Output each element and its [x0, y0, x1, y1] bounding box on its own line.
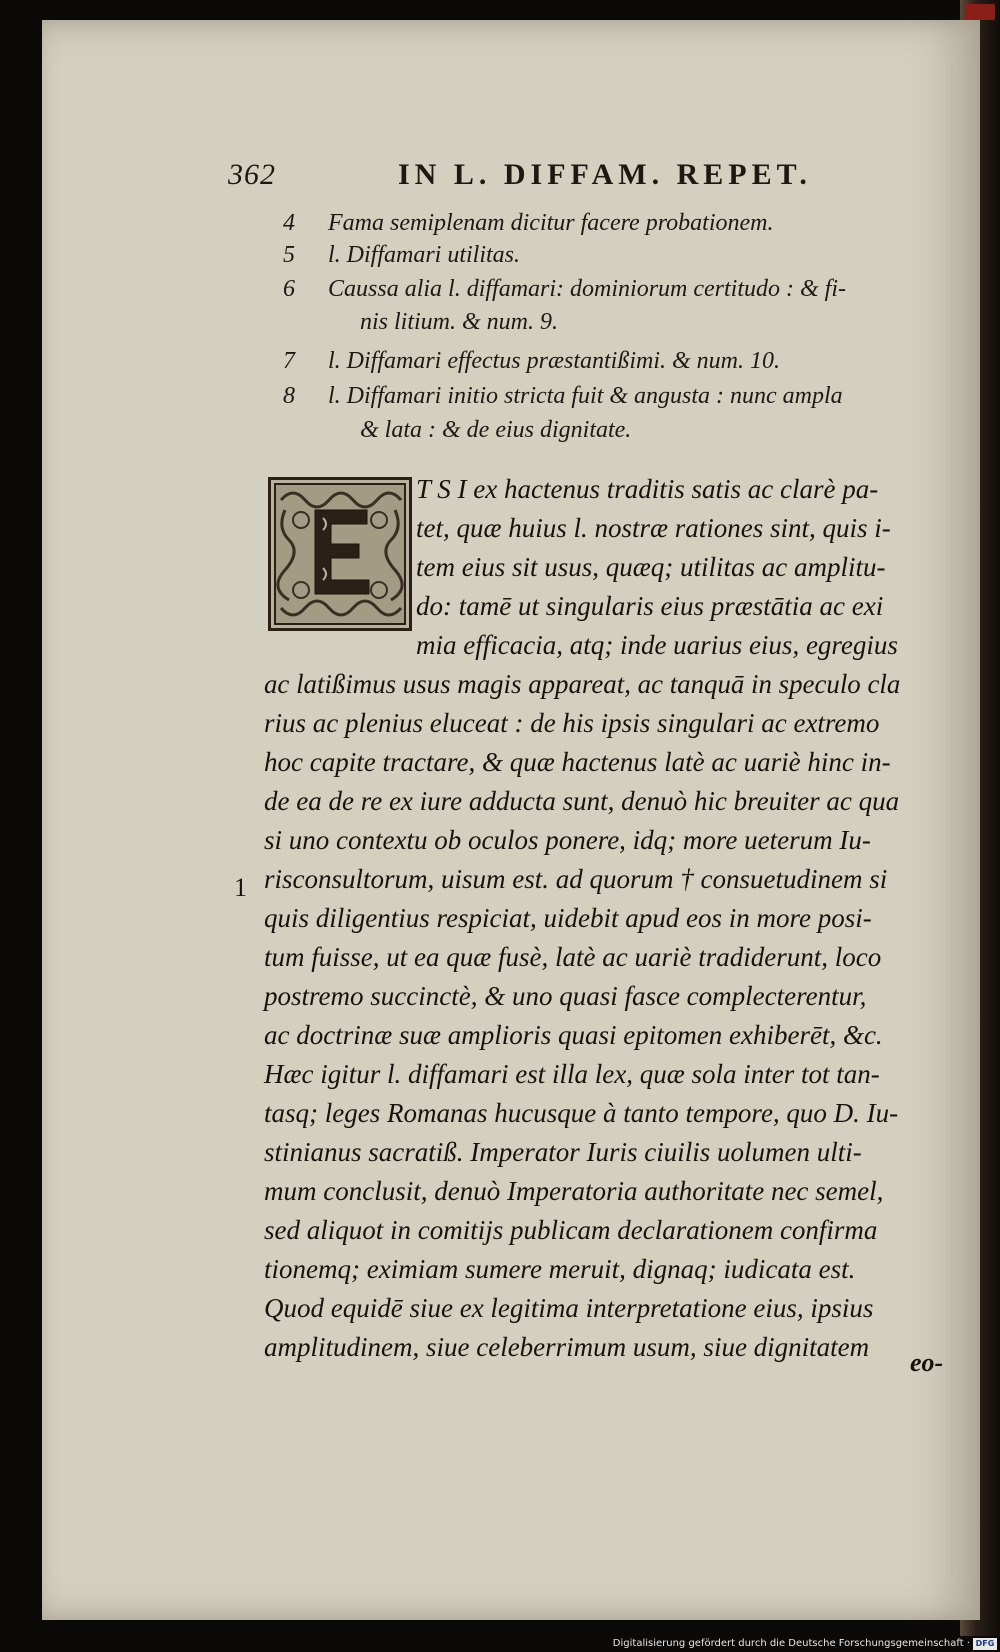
summary-number: 8: [283, 383, 295, 409]
text-line: mia efficacia, atq; inde uarius eius, egregius: [416, 630, 898, 660]
page-number: 362: [228, 158, 276, 191]
summary-number: 5: [283, 242, 295, 268]
text-line: hoc capite tractare, & quæ hactenus latè ac uariè hinc in-: [264, 747, 891, 777]
text-line: tasq; leges Romanas hucusque à tanto tempore, quo D. Iu-: [264, 1098, 899, 1128]
text-line: tem eius sit usus, quæq; utilitas ac amplitu-: [416, 552, 886, 582]
running-head: [0, 158, 1000, 198]
summary-line: l. Diffamari utilitas.: [328, 242, 521, 268]
summary-number: 7: [283, 348, 295, 374]
text-line: postremo succinctè, & uno quasi fasce complecterentur,: [264, 981, 867, 1011]
text-line: quis diligentius respiciat, uidebit apud eos in more posi-: [264, 903, 872, 933]
summary-line: l. Diffamari effectus præstantißimi. & num. 10.: [328, 348, 781, 374]
summary-line: l. Diffamari initio stricta fuit & angusta : nunc ampla: [328, 383, 843, 409]
text-line: si uno contextu ob oculos ponere, idq; more ueterum Iu-: [264, 825, 871, 855]
catchword: eo-: [910, 1348, 944, 1377]
summary-line: nis litium. & num. 9.: [360, 309, 559, 335]
text-line: tet, quæ huius l. nostræ rationes sint, quis i-: [416, 513, 891, 543]
text-line: ac latißimus usus magis appareat, ac tanquā in speculo cla: [264, 669, 901, 699]
text-line: tionemq; eximiam sumere meruit, dignaq; iudicata est.: [264, 1254, 856, 1284]
text-line: do: tamē ut singularis eius præstātia ac exi: [416, 591, 884, 621]
text-line: risconsultorum, uisum est. ad quorum † consuetudinem si: [264, 864, 888, 894]
dfg-logo: DFG: [973, 1638, 997, 1650]
summary-number: 4: [283, 210, 295, 236]
text-line: ac doctrinæ suæ amplioris quasi epitomen exhiberēt, &c.: [264, 1020, 883, 1050]
decorated-initial-e-image: [271, 480, 409, 628]
digitization-credit: Digitalisierung gefördert durch die Deutsche Forschungsgemeinschaft ·: [612, 1638, 970, 1649]
text-line: mum conclusit, denuò Imperatoria authoritate nec semel,: [264, 1176, 884, 1206]
text-line: rius ac plenius eluceat : de his ipsis singulari ac extremo: [264, 708, 880, 738]
text-line: de ea de re ex iure adducta sunt, denuò hic breuiter ac qua: [264, 786, 900, 816]
text-line: stinianus sacratiß. Imperator Iuris ciuilis uolumen ulti-: [264, 1137, 862, 1167]
summary-line: Caussa alia l. diffamari: dominiorum certitudo : & fi-: [328, 276, 847, 302]
summary-line: Fama semiplenam dicitur facere probationem.: [328, 210, 774, 236]
margin-note-number: 1: [234, 873, 247, 902]
spine-label-mark: [965, 4, 995, 20]
text-line: Quod equidē siue ex legitima interpretatione eius, ipsius: [264, 1293, 874, 1323]
text-line: tum fuisse, ut ea quæ fusè, latè ac uariè tradiderunt, loco: [264, 942, 882, 972]
summary-number: 6: [283, 276, 295, 302]
text-line: T S I ex hactenus traditis satis ac clarè pa-: [416, 474, 879, 504]
text-line: amplitudinem, siue celeberrimum usum, siue dignitatem: [264, 1332, 870, 1362]
running-title: IN L. DIFFAM. REPET.: [398, 158, 812, 191]
text-line: sed aliquot in comitijs publicam declarationem confirma: [264, 1215, 878, 1245]
decorated-initial-e: [268, 477, 412, 631]
summary-line: & lata : & de eius dignitate.: [360, 417, 632, 443]
text-line: Hæc igitur l. diffamari est illa lex, quæ sola inter tot tan-: [264, 1059, 880, 1089]
